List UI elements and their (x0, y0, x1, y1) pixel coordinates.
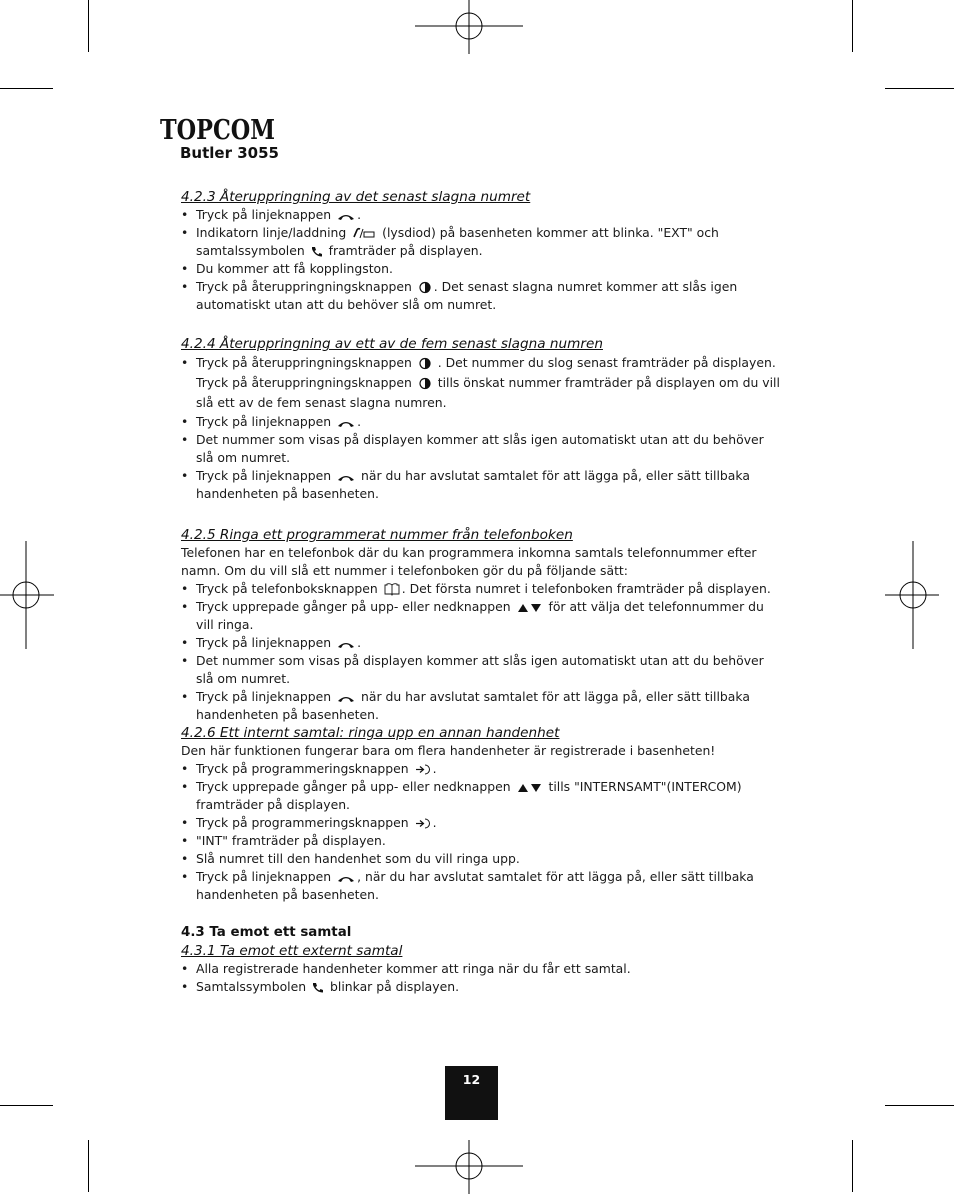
list-item: • Tryck på linjeknappen . (181, 634, 781, 652)
section-4-3-1-list (181, 960, 781, 996)
section-title-4-2-6: 4.2.6 Ett internt samtal: ringa upp en annan handenhet (181, 725, 560, 741)
section-title-4-3: 4.3 Ta emot ett samtal (181, 925, 352, 940)
registration-mark-left (0, 541, 54, 649)
list-item: • Alla registrerade handenheter kommer att ringa när du får ett samtal. (181, 960, 781, 978)
line-charge-indicator-icon (352, 227, 376, 239)
section-4-2-5-intro: Telefonen har en telefonbok där du kan programmera inkomna samtals telefonnummer efter namn. Om du vill slå ett nummer i telefonboken gör du på följande sätt: (181, 545, 757, 578)
crop-mark (88, 1140, 89, 1192)
line-key-icon (337, 473, 355, 482)
list-item: • Tryck på telefonboksknappen . Det första numret i telefonboken framträder på displayen. (181, 580, 781, 598)
manual-content (181, 188, 781, 996)
crop-mark (885, 1105, 954, 1106)
call-symbol-icon (311, 246, 323, 257)
list-item: • Tryck på återuppringningsknappen . Det senast slagna numret kommer att slås igen automatiskt utan att du behöver slå om numret. (181, 278, 781, 314)
list-item: • Tryck upprepade gånger på upp- eller nedknappen för att välja det telefonnummer du vill ringa. (181, 598, 781, 634)
line-key-icon (337, 694, 355, 703)
list-item: • Du kommer att få kopplingston. (181, 260, 781, 278)
line-key-icon (337, 419, 355, 428)
crop-mark (0, 88, 53, 89)
section-title-4-2-4: 4.2.4 Återuppringning av ett av de fem senast slagna numren (181, 336, 603, 352)
section-4-2-6-intro: Den här funktionen fungerar bara om flera handenheter är registrerade i basenheten! (181, 743, 716, 758)
list-item: • Det nummer som visas på displayen kommer att slås igen automatiskt utan att du behöver slå om numret. (181, 652, 781, 688)
section-4-2-6-list (181, 760, 781, 904)
list-item: • Tryck på linjeknappen när du har avslutat samtalet för att lägga på, eller sätt tillbaka handenheten på basenheten. (181, 467, 781, 503)
section-4-2-4-list (181, 353, 781, 503)
list-item: • Tryck upprepade gånger på upp- eller nedknappen tills "INTERNSAMT"(INTERCOM) framträder på displayen. (181, 778, 781, 814)
list-item: • Samtalssymbolen blinkar på displayen. (181, 978, 781, 996)
list-item: • Tryck på linjeknappen när du har avslutat samtalet för att lägga på, eller sätt tillbaka handenheten på basenheten. (181, 688, 781, 724)
svg-text:TOPCOM: TOPCOM (160, 115, 275, 146)
section-4-2-5-list (181, 580, 781, 724)
phonebook-icon (384, 583, 400, 595)
redial-icon (418, 378, 432, 389)
program-key-icon (415, 818, 431, 829)
registration-mark-right (885, 541, 939, 649)
list-item: • Tryck på linjeknappen , när du har avslutat samtalet för att lägga på, eller sätt tillbaka handenheten på basenheten. (181, 868, 781, 904)
list-item: • Indikatorn linje/laddning (lysdiod) på basenheten kommer att blinka. "EXT" och samtalssymbolen framträder på displayen. (181, 224, 781, 260)
registration-mark-top (415, 0, 523, 54)
redial-icon (418, 282, 432, 293)
line-key-icon (337, 212, 355, 221)
up-down-arrows-icon (517, 603, 543, 613)
list-item: • Tryck på återuppringningsknappen . Det nummer du slog senast framträder på displayen. Tryck på återuppringningsknappen tills önskat nummer framträder på displayen om du vill slå ett av de fem senast slagna numren. (181, 353, 781, 413)
crop-mark (88, 0, 89, 52)
list-item: • Tryck på linjeknappen . (181, 206, 781, 224)
list-item: • "INT" framträder på displayen. (181, 832, 781, 850)
section-4-2-3-list (181, 206, 781, 314)
section-title-4-2-3: 4.2.3 Återuppringning av det senast slagna numret (181, 189, 531, 205)
crop-mark (0, 1105, 53, 1106)
model-name: Butler 3055 (180, 144, 279, 162)
topcom-logo (160, 115, 280, 146)
crop-mark (885, 88, 954, 89)
section-title-4-2-5: 4.2.5 Ringa ett programmerat nummer från telefonboken (181, 527, 573, 543)
registration-mark-bottom (415, 1140, 523, 1194)
up-down-arrows-icon (517, 783, 543, 793)
redial-icon (418, 358, 432, 369)
list-item: • Tryck på programmeringsknappen . (181, 760, 781, 778)
program-key-icon (415, 764, 431, 775)
list-item: • Tryck på programmeringsknappen . (181, 814, 781, 832)
section-title-4-3-1: 4.3.1 Ta emot ett externt samtal (181, 943, 403, 959)
page-number: 12 (445, 1066, 498, 1120)
list-item: • Tryck på linjeknappen . (181, 413, 781, 431)
line-key-icon (337, 640, 355, 649)
line-key-icon (337, 874, 355, 883)
crop-mark (852, 0, 853, 52)
call-symbol-icon (312, 982, 324, 993)
list-item: • Slå numret till den handenhet som du vill ringa upp. (181, 850, 781, 868)
crop-mark (852, 1140, 853, 1192)
list-item: • Det nummer som visas på displayen kommer att slås igen automatiskt utan att du behöver slå om numret. (181, 431, 781, 467)
